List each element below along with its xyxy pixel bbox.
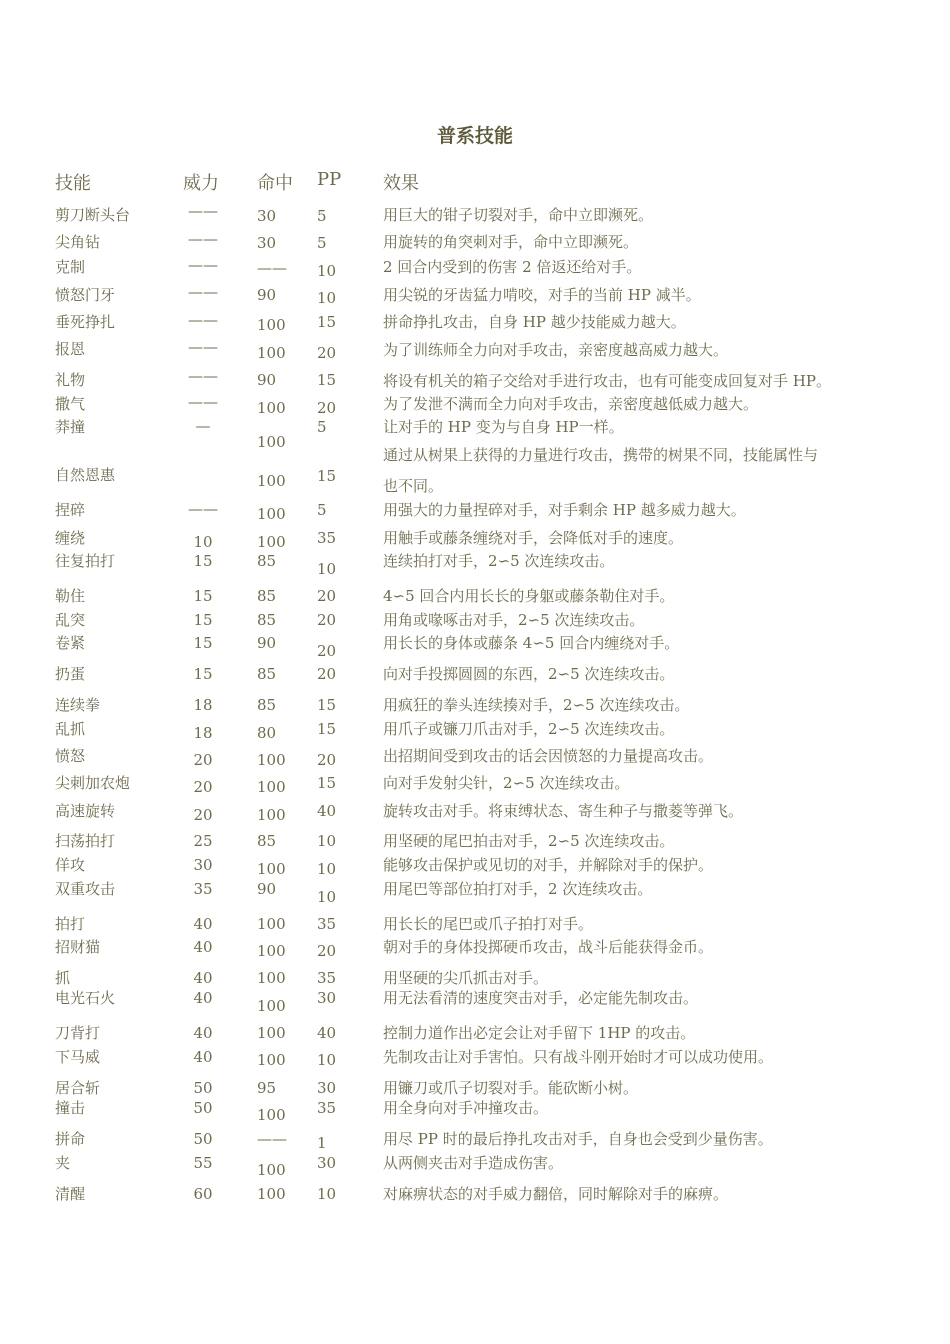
move-name: 勒住: [55, 587, 86, 605]
move-name: 刀背打: [55, 1024, 101, 1042]
move-accuracy: 90: [257, 286, 277, 304]
move-pp: 20: [317, 751, 337, 769]
move-power: 15: [193, 665, 213, 683]
move-accuracy: 100: [257, 1106, 286, 1124]
move-accuracy: 90: [257, 880, 277, 898]
move-name: 夹: [55, 1154, 71, 1172]
move-name: 拍打: [55, 915, 86, 933]
move-pp: 20: [317, 642, 337, 660]
move-accuracy: 80: [257, 724, 277, 742]
move-power: ——: [188, 367, 218, 385]
move-pp: 15: [317, 720, 337, 738]
move-effect: 用全身向对手冲撞攻击。: [383, 1099, 549, 1117]
move-effect: 用旋转的角突刺对手，命中立即濒死。: [383, 233, 639, 251]
move-pp: 35: [317, 529, 337, 547]
move-power: ——: [188, 283, 218, 301]
move-power: 40: [193, 1024, 213, 1042]
move-name: 连续拳: [55, 696, 101, 714]
move-effect: 用疯狂的拳头连续揍对手，2∽5 次连续攻击。: [383, 696, 690, 714]
move-accuracy: 100: [257, 1051, 286, 1069]
move-pp: 20: [317, 665, 337, 683]
move-accuracy: ——: [257, 259, 287, 277]
move-pp: 20: [317, 399, 337, 417]
move-accuracy: 100: [257, 1161, 286, 1179]
move-accuracy: 100: [257, 433, 286, 451]
move-accuracy: 100: [257, 316, 286, 334]
move-accuracy: 100: [257, 806, 286, 824]
move-name: 往复拍打: [55, 552, 116, 570]
move-name: 电光石火: [55, 989, 116, 1007]
move-effect: 从两侧夹击对手造成伤害。: [383, 1154, 564, 1172]
header-power: 威力: [183, 173, 219, 194]
move-name: 清醒: [55, 1185, 86, 1203]
move-power: 40: [193, 989, 213, 1007]
move-pp: 35: [317, 969, 337, 987]
move-effect: 朝对手的身体投掷硬币攻击，战斗后能获得金币。: [383, 938, 714, 956]
move-name: 愤怒: [55, 747, 86, 765]
move-name: 撞击: [55, 1099, 86, 1117]
move-effect: 拼命挣扎攻击，自身 HP 越少技能威力越大。: [383, 313, 686, 331]
move-name: 剪刀断头台: [55, 206, 131, 224]
move-power: ——: [188, 230, 218, 248]
move-power: 50: [193, 1130, 213, 1148]
move-accuracy: 100: [257, 505, 286, 523]
move-accuracy: ——: [257, 1130, 287, 1148]
move-name: 招财猫: [55, 938, 101, 956]
move-name: 乱抓: [55, 720, 86, 738]
move-effect: 用触手或藤条缠绕对手，会降低对手的速度。: [383, 529, 684, 547]
move-power: 50: [193, 1079, 213, 1097]
move-pp: 35: [317, 915, 337, 933]
move-pp: 5: [317, 501, 327, 519]
move-pp: 10: [317, 560, 337, 578]
move-pp: 5: [317, 207, 327, 225]
header-name: 技能: [55, 173, 91, 194]
move-name: 尖角钻: [55, 233, 101, 251]
move-pp: 10: [317, 289, 337, 307]
move-effect: 用爪子或镰刀爪击对手，2∽5 次连续攻击。: [383, 720, 675, 738]
move-effect: 用巨大的钳子切裂对手，命中立即濒死。: [383, 206, 654, 224]
move-power: 50: [193, 1099, 213, 1117]
move-name: 扔蛋: [55, 665, 86, 683]
move-effect: 连续拍打对手，2∽5 次连续攻击。: [383, 552, 615, 570]
move-accuracy: 100: [257, 997, 286, 1015]
move-effect: 通过从树果上获得的力量进行攻击，携带的树果不同，技能属性与: [383, 446, 819, 464]
move-name: 抓: [55, 969, 71, 987]
move-effect: 为了训练师全力向对手攻击，亲密度越高威力越大。: [383, 341, 729, 359]
move-power: 15: [193, 634, 213, 652]
move-effect: 用坚硬的尖爪抓击对手。: [383, 969, 549, 987]
move-name: 双重攻击: [55, 880, 116, 898]
move-name: 居合斩: [55, 1079, 101, 1097]
move-name: 乱突: [55, 611, 86, 629]
move-accuracy: 100: [257, 751, 286, 769]
move-effect: 用长长的尾巴或爪子拍打对手。: [383, 915, 594, 933]
move-power: 25: [193, 832, 213, 850]
move-pp: 40: [317, 1024, 337, 1042]
move-name: 卷紧: [55, 634, 86, 652]
move-power: —: [195, 417, 211, 435]
move-accuracy: 90: [257, 634, 277, 652]
move-effect: 为了发泄不满而全力向对手攻击，亲密度越低威力越大。: [383, 395, 759, 413]
move-pp: 35: [317, 1099, 337, 1117]
move-accuracy: 100: [257, 344, 286, 362]
move-effect: 4∽5 回合内用长长的身躯或藤条勒住对手。: [383, 587, 675, 605]
move-effect: 出招期间受到攻击的话会因愤怒的力量提高攻击。: [383, 747, 714, 765]
move-power: 20: [193, 778, 213, 796]
move-power: 60: [193, 1185, 213, 1203]
page-title: 普系技能: [436, 125, 513, 147]
move-pp: 5: [317, 234, 327, 252]
move-accuracy: 85: [257, 696, 277, 714]
move-accuracy: 95: [257, 1079, 277, 1097]
move-accuracy: 85: [257, 587, 277, 605]
move-power: 20: [193, 806, 213, 824]
move-accuracy: 100: [257, 942, 286, 960]
move-power: 15: [193, 587, 213, 605]
move-accuracy: 100: [257, 533, 286, 551]
move-name: 自然恩惠: [55, 466, 116, 484]
move-accuracy: 100: [257, 778, 286, 796]
move-accuracy: 30: [257, 234, 277, 252]
move-effect: 控制力道作出必定会让对手留下 1HP 的攻击。: [383, 1024, 696, 1042]
move-name: 撒气: [55, 395, 86, 413]
move-name: 愤怒门牙: [55, 286, 116, 304]
move-power: 55: [193, 1154, 213, 1172]
move-pp: 5: [317, 418, 327, 436]
move-effect: 用长长的身体或藤条 4∽5 回合内缠绕对手。: [383, 634, 680, 652]
move-accuracy: 85: [257, 552, 277, 570]
move-power: 30: [193, 856, 213, 874]
move-effect: 用坚硬的尾巴拍击对手，2∽5 次连续攻击。: [383, 832, 675, 850]
move-effect: 向对手投掷圆圆的东西，2∽5 次连续攻击。: [383, 665, 675, 683]
move-pp: 10: [317, 832, 337, 850]
move-accuracy: 100: [257, 472, 286, 490]
move-pp: 20: [317, 942, 337, 960]
move-effect: 用尽 PP 时的最后挣扎攻击对手，自身也会受到少量伤害。: [383, 1130, 773, 1148]
move-power: 10: [193, 533, 213, 551]
header-accuracy: 命中: [257, 173, 293, 194]
move-power: 40: [193, 969, 213, 987]
move-name: 捏碎: [55, 501, 86, 519]
move-pp: 40: [317, 802, 337, 820]
move-effect: 用角或喙啄击对手，2∽5 次连续攻击。: [383, 611, 645, 629]
move-power: 15: [193, 552, 213, 570]
move-pp: 15: [317, 371, 337, 389]
move-pp: 15: [317, 774, 337, 792]
move-accuracy: 30: [257, 207, 277, 225]
move-pp: 30: [317, 989, 337, 1007]
move-pp: 10: [317, 262, 337, 280]
move-name: 报恩: [55, 340, 86, 358]
move-pp: 20: [317, 587, 337, 605]
move-accuracy: 100: [257, 1024, 286, 1042]
move-effect: 将设有机关的箱子交给对手进行攻击，也有可能变成回复对手 HP。: [383, 372, 831, 390]
move-power: 40: [193, 1048, 213, 1066]
move-name: 扫荡拍打: [55, 832, 116, 850]
move-effect: 用镰刀或爪子切裂对手。能砍断小树。: [383, 1079, 639, 1097]
move-accuracy: 100: [257, 915, 286, 933]
move-name: 垂死挣扎: [55, 313, 116, 331]
move-pp: 10: [317, 860, 337, 878]
move-pp: 30: [317, 1154, 337, 1172]
move-accuracy: 85: [257, 665, 277, 683]
move-pp: 1: [317, 1134, 327, 1152]
move-name: 尖刺加农炮: [55, 774, 131, 792]
move-accuracy: 100: [257, 399, 286, 417]
move-pp: 10: [317, 888, 337, 906]
move-power: 40: [193, 938, 213, 956]
move-effect: 用尾巴等部位拍打对手，2 次连续攻击。: [383, 880, 653, 898]
move-effect: 先制攻击让对手害怕。只有战斗刚开始时才可以成功使用。: [383, 1048, 774, 1066]
move-power: 20: [193, 751, 213, 769]
move-accuracy: 100: [257, 860, 286, 878]
move-power: 40: [193, 915, 213, 933]
move-name: 礼物: [55, 371, 86, 389]
move-name: 下马威: [55, 1048, 101, 1066]
move-pp: 20: [317, 344, 337, 362]
header-pp: PP: [317, 169, 342, 190]
move-pp: 15: [317, 467, 337, 485]
move-pp: 10: [317, 1051, 337, 1069]
move-accuracy: 100: [257, 969, 286, 987]
move-pp: 15: [317, 696, 337, 714]
move-power: ——: [188, 311, 218, 329]
move-power: ——: [188, 500, 218, 518]
move-effect: 对麻痹状态的对手威力翻倍，同时解除对手的麻痹。: [383, 1185, 729, 1203]
move-accuracy: 90: [257, 371, 277, 389]
move-power: ——: [188, 256, 218, 274]
move-name: 莽撞: [55, 418, 86, 436]
move-accuracy: 100: [257, 1185, 286, 1203]
move-power: 35: [193, 880, 213, 898]
move-effect: 用强大的力量捏碎对手，对手剩余 HP 越多威力越大。: [383, 501, 746, 519]
move-effect: 向对手发射尖针，2∽5 次连续攻击。: [383, 774, 630, 792]
move-power: ——: [188, 393, 218, 411]
move-power: 15: [193, 611, 213, 629]
move-effect: 能够攻击保护或见切的对手，并解除对手的保护。: [383, 856, 714, 874]
move-accuracy: 85: [257, 832, 277, 850]
move-effect: 让对手的 HP 变为与自身 HP一样。: [383, 418, 624, 436]
move-effect: 用无法看清的速度突击对手，必定能先制攻击。: [383, 989, 699, 1007]
move-name: 缠绕: [55, 529, 86, 547]
header-effect: 效果: [383, 173, 419, 194]
move-power: ——: [188, 338, 218, 356]
move-effect: 旋转攻击对手。将束缚状态、寄生种子与撒菱等弹飞。: [383, 802, 744, 820]
move-accuracy: 85: [257, 611, 277, 629]
move-name: 佯攻: [55, 856, 86, 874]
move-name: 克制: [55, 258, 86, 276]
move-power: ——: [188, 202, 218, 220]
move-power: 18: [193, 724, 213, 742]
move-effect: 用尖锐的牙齿猛力啃咬，对手的当前 HP 减半。: [383, 286, 701, 304]
move-name: 拼命: [55, 1130, 86, 1148]
move-pp: 20: [317, 611, 337, 629]
move-pp: 10: [317, 1185, 337, 1203]
move-power: 18: [193, 696, 213, 714]
move-effect-continued: 也不同。: [383, 477, 444, 495]
move-effect: 2 回合内受到的伤害 2 倍返还给对手。: [383, 258, 642, 276]
move-pp: 30: [317, 1079, 337, 1097]
move-pp: 15: [317, 313, 337, 331]
move-name: 高速旋转: [55, 802, 116, 820]
